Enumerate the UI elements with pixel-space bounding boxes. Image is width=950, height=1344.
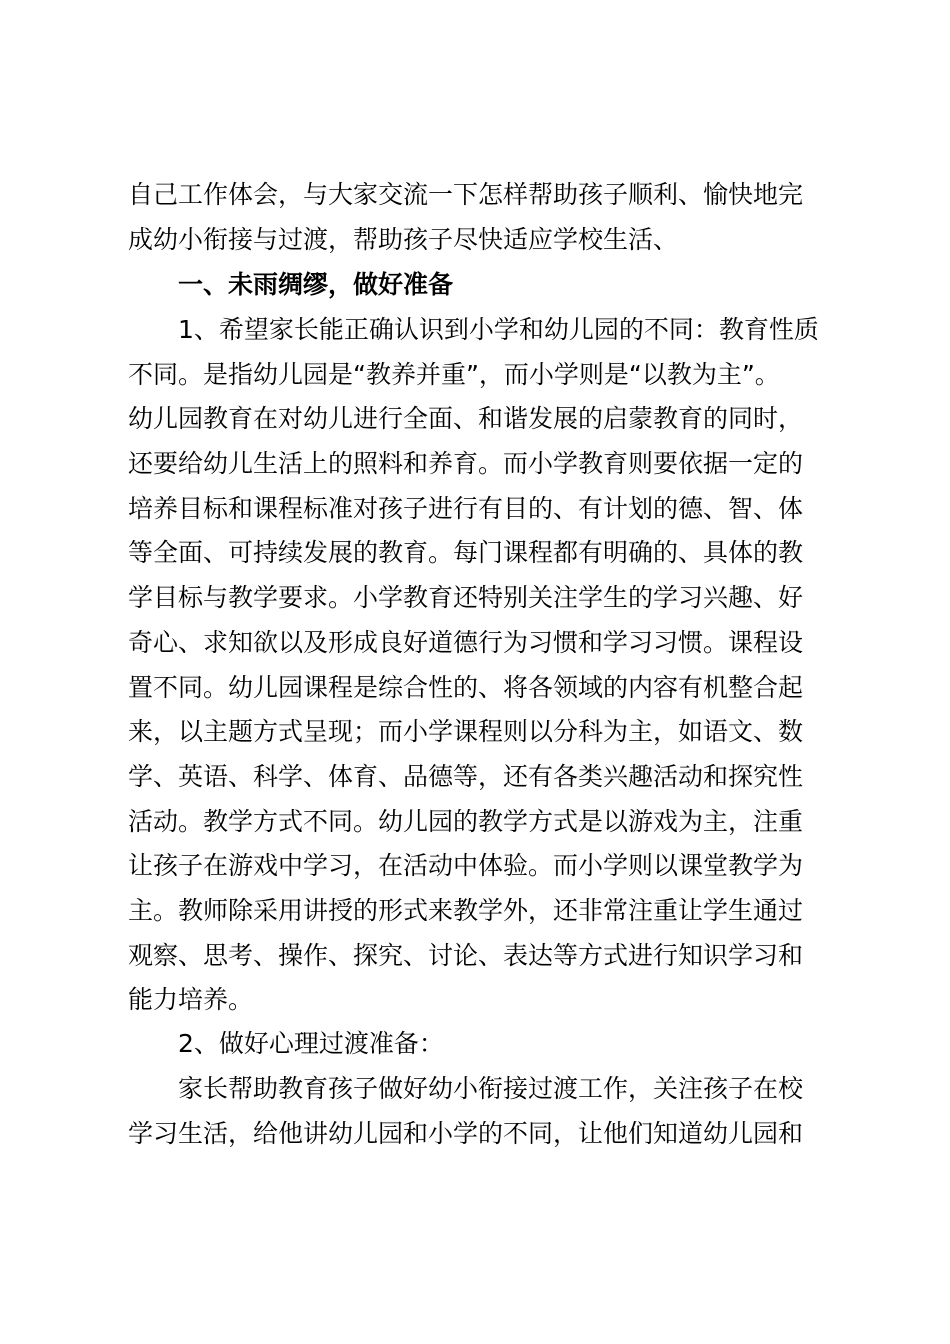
text-line-17: 主。教师除采用讲授的形式来教学外，还非常注重让学生通过 [128,896,804,925]
text-line-22: 学习生活，给他讲幼儿园和小学的不同，让他们知道幼儿园和 [128,1119,804,1148]
text-line-11: 奇心、求知欲以及形成良好道德行为习惯和学习习惯。课程设 [128,628,804,657]
text-line-15: 活动。教学方式不同。幼儿园的教学方式是以游戏为主，注重 [128,807,804,836]
text-line-21: 家长帮助教育孩子做好幼小衔接过渡工作，关注孩子在校 [178,1074,804,1103]
text-line-12: 置不同。幼儿园课程是综合性的、将各领域的内容有机整合起 [128,673,804,702]
text-line-13: 来，以主题方式呈现；而小学课程则以分科为主，如语文、数 [128,717,804,746]
text-line-14: 学、英语、科学、体育、品德等，还有各类兴趣活动和探究性 [128,762,804,791]
text-line-9: 等全面、可持续发展的教育。每门课程都有明确的、具体的教 [128,538,804,567]
text-line-19: 能力培养。 [128,985,254,1014]
text-line-4: 1、希望家长能正确认识到小学和幼儿园的不同：教育性质 [178,315,819,344]
text-line-16: 让孩子在游戏中学习，在活动中体验。而小学则以课堂教学为 [128,851,804,880]
text-line-7: 还要给幼儿生活上的照料和养育。而小学教育则要依据一定的 [128,449,804,478]
text-line-5: 不同。是指幼儿园是“教养并重”，而小学则是“以教为主”。 [128,360,780,389]
text-line-18: 观察、思考、操作、探究、讨论、表达等方式进行知识学习和 [128,941,804,970]
section-heading-1: 一、未雨绸缪，做好准备 [178,270,454,299]
text-line-20: 2、做好心理过渡准备： [178,1029,444,1058]
text-line-1: 自己工作体会，与大家交流一下怎样帮助孩子顺利、愉快地完 [128,180,804,209]
text-line-6: 幼儿园教育在对幼儿进行全面、和谐发展的启蒙教育的同时， [128,404,804,433]
text-line-2: 成幼小衔接与过渡，帮助孩子尽快适应学校生活、 [128,225,679,254]
text-line-8: 培养目标和课程标准对孩子进行有目的、有计划的德、智、体 [128,494,804,523]
text-line-10: 学目标与教学要求。小学教育还特别关注学生的学习兴趣、好 [128,583,804,612]
